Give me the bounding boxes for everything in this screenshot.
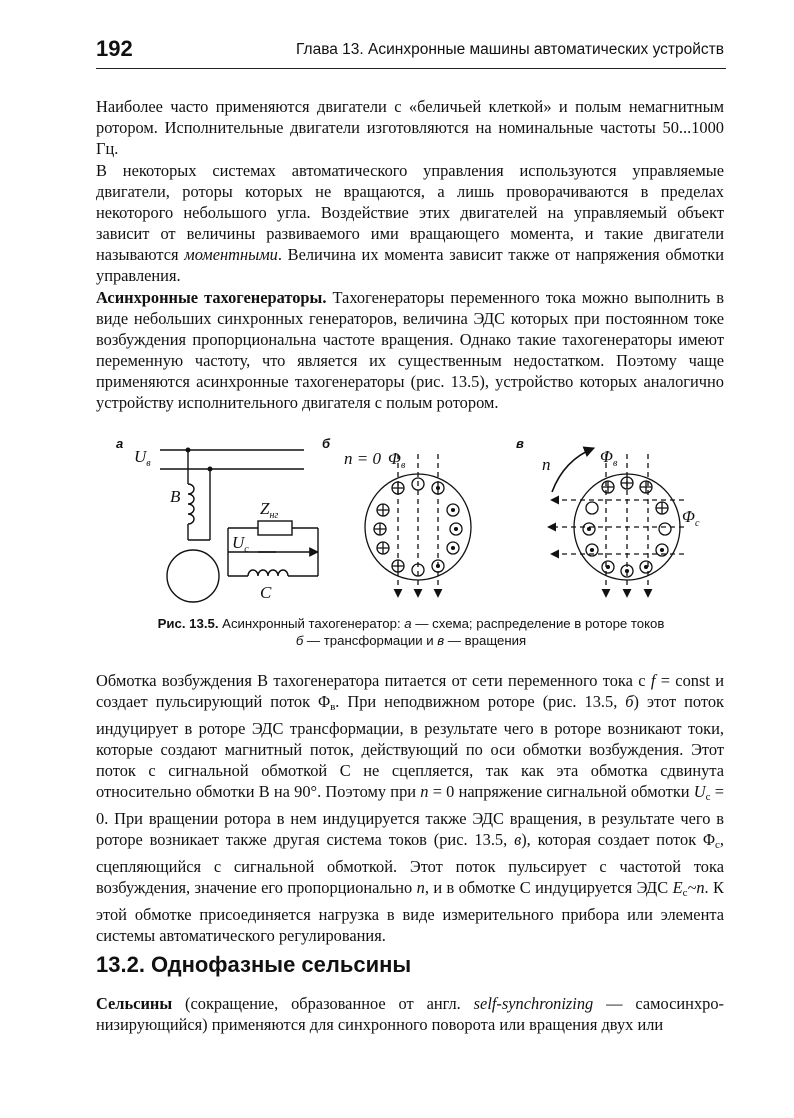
- page-number: 192: [96, 36, 133, 61]
- panel-b-transformation: [322, 436, 471, 597]
- chapter-header: Глава 13. Асинхронные машины автоматических устройств: [296, 41, 724, 58]
- paragraph-2-text-b: . Величина их момента зависит также от напряжения обмотки управления.: [96, 245, 724, 285]
- label-phi-c: $\Phi_с$: [682, 507, 700, 529]
- paragraph-3: [96, 287, 724, 413]
- figure-caption: Рис. 13.5. Асинхронный тахогенератор: а — схема; распределение в роторе токов б — трансформации и в — вращения: [157, 616, 665, 648]
- caption-label: Рис. 13.5.: [157, 616, 219, 631]
- section-title: 13.2. Однофазные сельсины: [96, 952, 412, 977]
- paragraph-5-lead: Сельсины: [96, 994, 173, 1013]
- label-phi-v-b: $\Phi_в$: [388, 449, 406, 471]
- panel-c-rotation: [516, 436, 700, 597]
- label-uv: $U_в$: [134, 447, 151, 469]
- header-divider: [96, 68, 726, 69]
- paragraph-4: Обмотка возбуждения В тахогенератора питается от сети переменного тока с f = const и создает пульсирующий поток $\Phi_в$. При неподвижном роторе (рис. 13.5, б) этот поток индуцирует в роторе ЭДС трансформации, в результате чего в роторе возникают токи, которые создают магнитный поток, действующий по оси обмотки возбуждения. Этот поток с сигнальной обмоткой С не сцепляется, так как эта обмотка сдвинута относительно обмотки В на 90°. Поэтому при n = 0 напряжение сигнальной обмотки $U_с = 0$. При вращении ротора в нем индуцируется также ЭДС вращения, в результате чего в роторе возникает также другая система токов (рис. 13.5, в), которая создает поток $\Phi_с$, сцепляющийся с сигнальной обмоткой. Этот поток пульсирует с частотой тока возбуждения, значение его пропорционально n, и в обмотке С индуцируется ЭДС $E_с\sim n$. К этой обмотке присоединяется нагрузка в виде измерительного прибора или элемента системы автоматического регулирования.: [96, 671, 725, 945]
- figure-13-5-diagram: [96, 432, 726, 612]
- label-z-load: $Z_{нг}$: [260, 499, 279, 521]
- panel-b-label: б: [322, 436, 331, 451]
- panel-a-label: а: [116, 436, 124, 451]
- label-n: n: [542, 455, 551, 474]
- label-uc: $U_с$: [232, 533, 249, 555]
- paragraph-1: [96, 96, 724, 159]
- label-phi-v-c: $\Phi_в$: [600, 447, 618, 469]
- term-momentnye: моментными: [184, 245, 278, 264]
- figure-13-5: [96, 432, 726, 612]
- paragraph-1-text: Наиболее часто применяются двигатели с «беличьей клеткой» и полым немагнитным ротором. Исполнительные двигатели изготовляются на номинальные частоты 50...1000 Гц.: [96, 97, 724, 158]
- paragraph-3-lead: Асинхронные тахогенераторы.: [96, 288, 327, 307]
- paragraph-2: [96, 160, 724, 286]
- panel-c-label: в: [516, 436, 524, 451]
- paragraph-2-text-a: В некоторых системах автоматического управления используются управляемые двигатели, роторы которых не вращаются, а лишь проворачиваются в пределах некоторого небольшого угла. Воздействие этих двигателей на управляемый объект зависит от величины развиваемого ими вращающего момента, и такие двигатели называются: [96, 161, 724, 264]
- label-n-zero: n = 0: [344, 449, 381, 468]
- paragraph-5: Сельсины (сокращение, образованное от англ. self-synchronizing — самосинхронизирующийся) применяются для синхронного поворота или вращения двух или: [96, 994, 725, 1034]
- label-b: B: [170, 487, 181, 506]
- label-c: C: [260, 583, 272, 602]
- paragraph-3-text: Тахогенераторы переменного тока можно выполнить в виде небольших синхронных генераторов, величина ЭДС которых при постоянном токе возбуждения пропорциональна частоте вращения. Однако такие тахогенераторы имеют переменную частоту, что является их существенным недостатком. Поэтому чаще применяются асинхронные тахогенераторы (рис. 13.5), устройство которых аналогично устройству исполнительного двигателя с полым ротором.: [96, 288, 724, 412]
- panel-a-scheme: [116, 436, 318, 602]
